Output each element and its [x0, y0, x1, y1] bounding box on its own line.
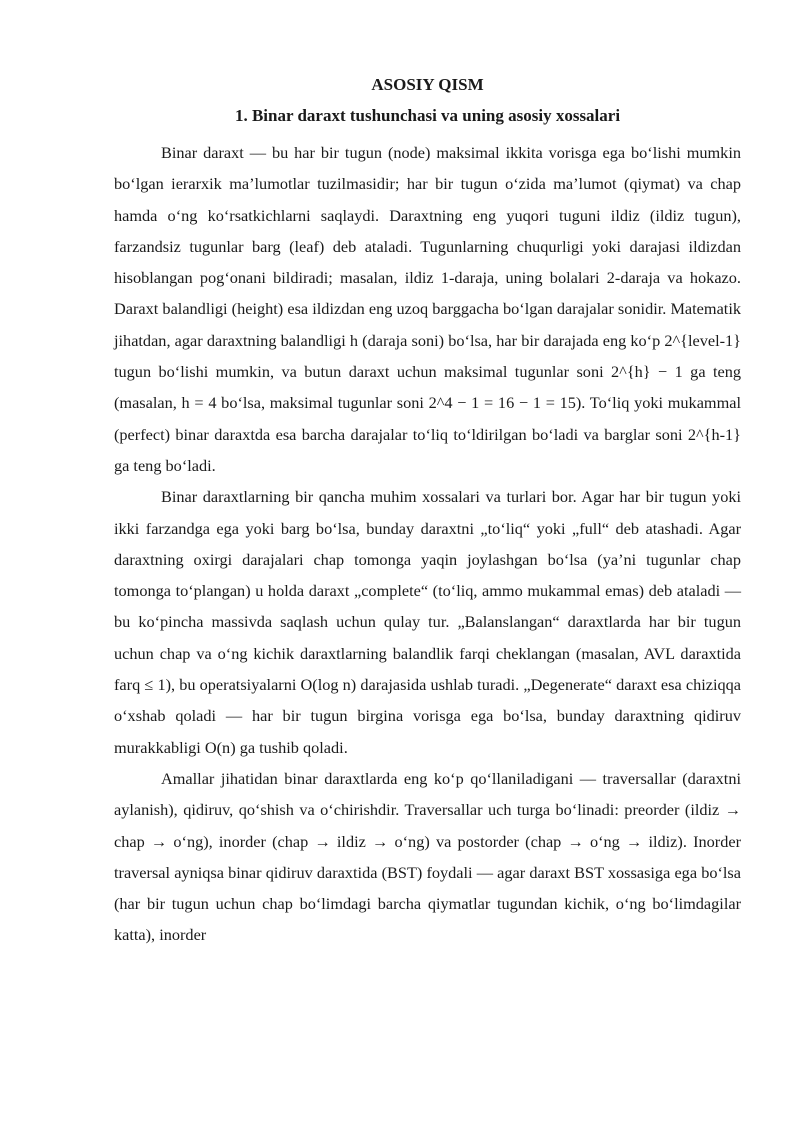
section-title: ASOSIY QISM: [371, 75, 484, 94]
document-page: [114, 74, 741, 951]
paragraph-properties: Binar daraxtlarning bir qancha muhim xossalari va turlari bor. Agar har bir tugun yoki ikki farzandga ega yoki barg bo‘lsa, bunday daraxtni „to‘liq“ yoki „full“ deb atashadi. Agar daraxtning oxirgi darajalari chap tomonga yaqin joylashgan bo‘lsa (ya’ni tugunlar chap tomonga to‘plangan) u holda daraxt „complete“ (to‘liq, ammo mukammal emas) deb ataladi — bu ko‘pincha massivda saqlash uchun qulay tur. „Balanslangan“ daraxtlarda har bir tugun uchun chap va o‘ng kichik daraxtlarning balandlik farqi cheklangan (masalan, AVL daraxtida farq ≤ 1), bu operatsiyalarni O(log n) darajasida ushlab turadi. „Degenerate“ daraxt esa chiziqqa o‘xshab qoladi — har bir tugun birgina vorisga ega bo‘lsa, bunday daraxtning qidiruv murakkabligi O(n) ga tushib qoladi.: [114, 487, 741, 757]
subsection-title: 1. Binar daraxt tushunchasi va uning asosiy xossalari: [234, 106, 621, 125]
paragraph-operations: Amallar jihatidan binar daraxtlarda eng ko‘p qo‘llaniladigani — traversallar (daraxtni aylanish), qidiruv, qo‘shish va o‘chirishdir. Traversallar uch turga bo‘linadi: preorder (ildiz → chap → o‘ng), inorder (chap → ildiz → o‘ng) va postorder (chap → o‘ng → ildiz). Inorder traversal ayniqsa binar qidiruv daraxtida (BST) foydali — agar daraxt BST xossasiga ega bo‘lsa (har bir tugun uchun chap bo‘limdagi barcha qiymatlar tugundan kichik, o‘ng bo‘limdagilar katta), inorder: [114, 768, 741, 945]
paragraph-definition: Binar daraxt — bu har bir tugun (node) maksimal ikkita vorisga ega bo‘lishi mumkin bo‘lgan ierarxik ma’lumotlar tuzilmasidir; har bir tugun o‘zida ma’lumot (qiymat) va chap hamda o‘ng ko‘rsatkichlarni saqlaydi. Daraxtning eng yuqori tuguni ildiz (ildiz tugun), farzandsiz tugunlar barg (leaf) deb ataladi. Tugunlarning chuqurligi yoki darajasi ildizdan hisoblangan pog‘onani bildiradi; masalan, ildiz 1-daraja, uning bolalari 2-daraja va hokazo. Daraxt balandligi (height) esa ildizdan eng uzoq barggacha bo‘lgan darajalar sonidir. Matematik jihatdan, agar daraxtning balandligi h (daraja soni) bo‘lsa, har bir darajada eng ko‘p 2^{level-1} tugun bo‘lishi mumkin, va butun daraxt uchun maksimal tugunlar soni 2^{h} − 1 ga teng (masalan, h = 4 bo‘lsa, maksimal tugunlar soni 2^4 − 1 = 16 − 1 = 15). To‘liq yoki mukammal (perfect) binar daraxtda esa barcha darajalar to‘liq to‘ldirilgan bo‘ladi va barglar soni 2^{h-1} ga teng bo‘ladi.: [114, 143, 741, 475]
